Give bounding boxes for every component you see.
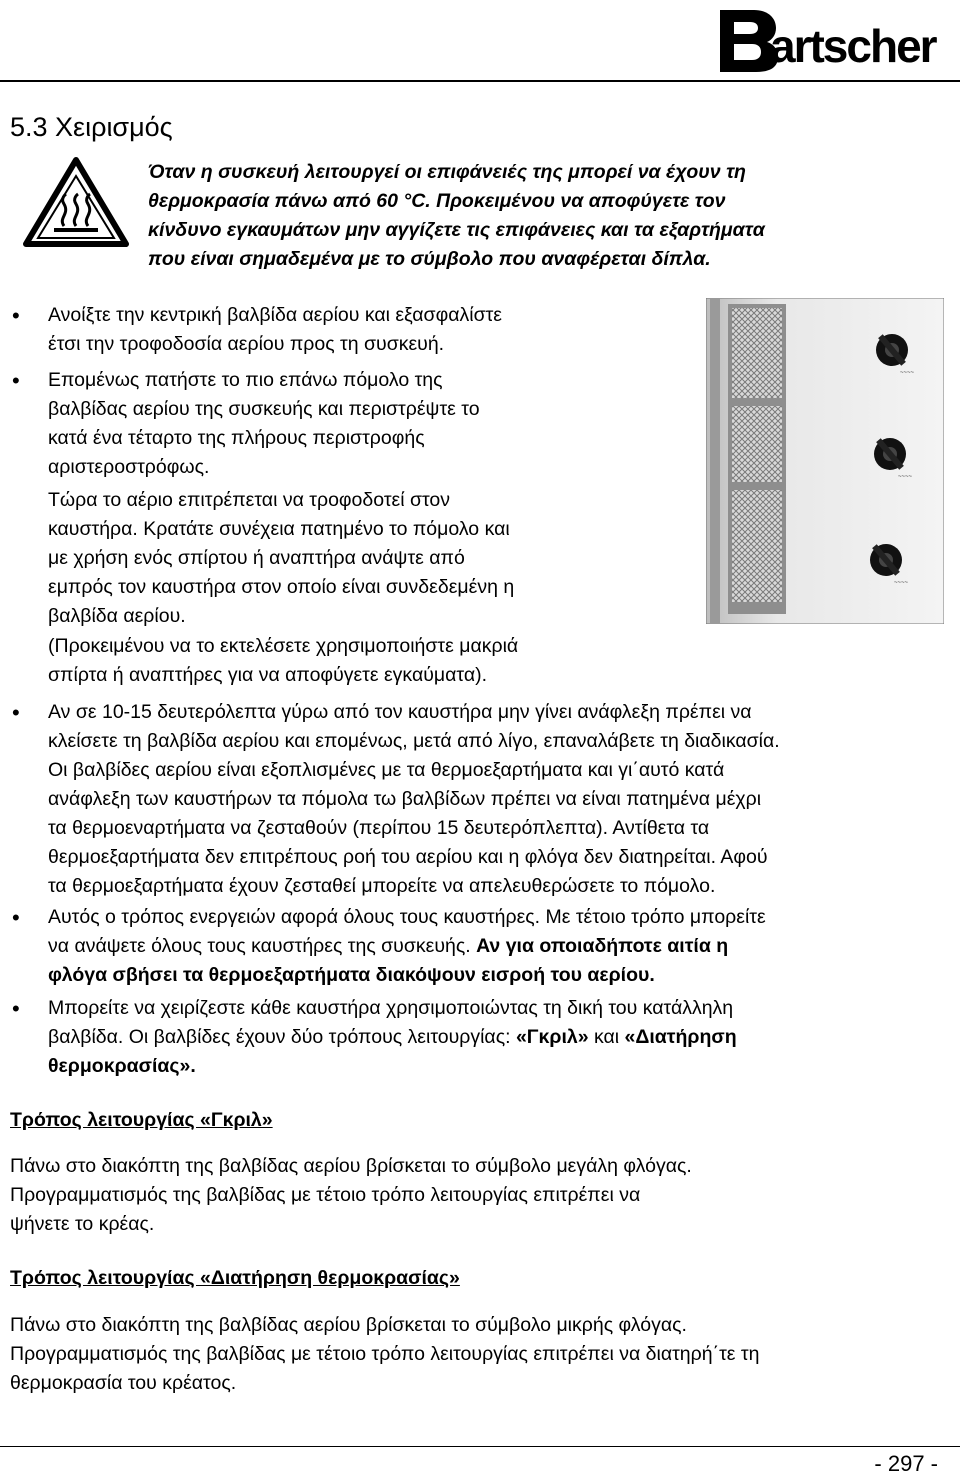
grill-mode-title-text: Τρόπος λειτουργίας «Γκριλ» bbox=[10, 1109, 273, 1131]
text-line bbox=[48, 1052, 953, 1081]
footer-rule bbox=[0, 1446, 960, 1447]
bullet-marker: • bbox=[12, 700, 20, 725]
bullet-marker: • bbox=[12, 303, 20, 328]
step-press-knob bbox=[48, 366, 698, 482]
text-line: κλείσετε τη βαλβίδα αερίου και επομένως, μετά από λίγο, επαναλάβετε τη διαδικασία. bbox=[48, 730, 780, 752]
svg-text:~~~~: ~~~~ bbox=[898, 474, 913, 480]
logo-text: artscher bbox=[770, 20, 936, 72]
bold-text: φλόγα σβήσει τα θερμοεξαρτήματα διακόψουν εισροή του αερίου. bbox=[48, 964, 655, 986]
text-line: με χρήση ενός σπίρτου ή αναπτήρα ανάψτε από bbox=[48, 547, 465, 569]
warning-line: κίνδυνο εγκαυμάτων μην αγγίζετε τις επιφάνειες και τα εξαρτήματα bbox=[148, 219, 765, 241]
bold-text: θερμοκρασίας». bbox=[48, 1055, 196, 1077]
text-line: Αν σε 10-15 δευτερόλεπτα γύρω από τον καυστήρα μην γίνει ανάφλεξη πρέπει να bbox=[48, 701, 752, 723]
grill-mode-text bbox=[10, 1152, 950, 1239]
text-line: τα θερμοεναρτήματα να ζεσταθούν (περίπου 15 δευτερόπλεπτα). Αντίθετα τα bbox=[48, 817, 710, 839]
text-line: (Προκειμένου να το εκτελέσετε χρησιμοποιήστε μακριά bbox=[48, 635, 519, 657]
hot-surface-warning-icon bbox=[22, 156, 130, 248]
step-ignite bbox=[48, 486, 698, 631]
text-line: θερμοκρασία του κρέατος. bbox=[10, 1372, 237, 1394]
text-line: βαλβίδας αερίου της συσκευής και περιστρέψτε το bbox=[48, 398, 480, 420]
text-line: Προγραμματισμός της βαλβίδας με τέτοιο τρόπο λειτουργίας επιτρέπει να διατηρή΄τε τη bbox=[10, 1343, 760, 1365]
warning-line: Όταν η συσκευή λειτουργεί οι επιφάνειές της μπορεί να έχουν τη bbox=[148, 161, 746, 183]
text-line bbox=[48, 1023, 953, 1052]
text-line: Προγραμματισμός της βαλβίδας με τέτοιο τρόπο λειτουργίας επιτρέπει να bbox=[10, 1184, 641, 1206]
text-line: Τώρα το αέριο επιτρέπεται να τροφοδοτεί στον bbox=[48, 489, 451, 511]
text-line: βαλβίδα αερίου. bbox=[48, 605, 186, 627]
step-valve-modes bbox=[48, 994, 953, 1081]
text-line: ανάφλεξη των καυστήρων τα πόμολα τω βαλβίδων πρέπει να είναι πατημένα μέχρι bbox=[48, 788, 762, 810]
svg-text:~~~~: ~~~~ bbox=[894, 580, 909, 586]
text-line: σπίρτα ή αναπτήρες για να αποφύγετε εγκαύματα). bbox=[48, 664, 488, 686]
bartscher-logo bbox=[716, 4, 946, 72]
text-line: Ανοίξτε την κεντρική βαλβίδα αερίου και εξασφαλίστε bbox=[48, 304, 503, 326]
text-line: έτσι την τροφοδοσία αερίου προς τη συσκευή. bbox=[48, 333, 445, 355]
page-number: - 297 - bbox=[874, 1451, 938, 1476]
text-line: Μπορείτε να χειρίζεστε κάθε καυστήρα χρησιμοποιώντας τη δική του κατάλληλη bbox=[48, 997, 734, 1019]
bold-text: «Διατήρηση bbox=[624, 1026, 737, 1048]
step-retry-ignition bbox=[48, 698, 953, 901]
bold-text: Αν για οποιαδήποτε αιτία η bbox=[476, 935, 729, 957]
text-line: Αυτός ο τρόπος ενεργειών αφορά όλους τους καυστήρες. Με τέτοιο τρόπο μπορείτε bbox=[48, 906, 766, 928]
text-span: βαλβίδα. Οι βαλβίδες έχουν δύο τρόπους λειτουργίας: bbox=[48, 1026, 516, 1048]
bullet-marker: • bbox=[12, 996, 20, 1021]
bullet-marker: • bbox=[12, 368, 20, 393]
text-line: θερμοεξαρτήματα δεν επιτρέπους ροή του αερίου και η φλόγα δεν διατηρείται. Αφού bbox=[48, 846, 768, 868]
text-line: Οι βαλβίδες αερίου είναι εξοπλισμένες με τα θερμοεξαρτήματα και γι΄αυτό κατά bbox=[48, 759, 725, 781]
text-span: και bbox=[588, 1026, 625, 1048]
bold-text: «Γκριλ» bbox=[515, 1026, 589, 1048]
warning-line: θερμοκρασία πάνω από 60 °C. Προκειμένου να αποφύγετε τον bbox=[148, 190, 726, 212]
keep-warm-mode-text bbox=[10, 1311, 950, 1398]
keep-warm-mode-title bbox=[10, 1264, 460, 1293]
text-line: αριστεροστρόφως. bbox=[48, 456, 210, 478]
gas-valve-knobs-photo bbox=[706, 298, 944, 624]
keep-warm-mode-title-text: Τρόπος λειτουργίας «Διατήρηση θερμοκρασίας» bbox=[10, 1267, 460, 1289]
step-open-main-valve bbox=[48, 301, 688, 359]
text-line: τα θερμοεξαρτήματα έχουν ζεσταθεί μπορείτε να απελευθερώσετε το πόμολο. bbox=[48, 875, 716, 897]
step-safety-note bbox=[48, 632, 698, 690]
text-line: καυστήρα. Κρατάτε συνέχεια πατημένο το πόμολο και bbox=[48, 518, 510, 540]
step-all-burners bbox=[48, 903, 953, 990]
section-heading: 5.3 Χειρισμός bbox=[10, 112, 173, 142]
text-line bbox=[48, 932, 953, 961]
text-line: κατά ένα τέταρτο της πλήρους περιστροφής bbox=[48, 427, 425, 449]
text-line: Επομένως πατήστε το πιο επάνω πόμολο της bbox=[48, 369, 443, 391]
svg-text:~~~~: ~~~~ bbox=[900, 370, 915, 376]
header-rule bbox=[0, 80, 960, 82]
bullet-marker: • bbox=[12, 905, 20, 930]
grill-mode-title bbox=[10, 1106, 273, 1135]
warning-line: που είναι σημαδεμένα με το σύμβολο που αναφέρεται δίπλα. bbox=[148, 248, 711, 270]
text-line: Πάνω στο διακόπτη της βαλβίδας αερίου βρίσκεται το σύμβολο μικρής φλόγας. bbox=[10, 1314, 687, 1336]
text-line: ψήνετε το κρέας. bbox=[10, 1213, 155, 1235]
text-line: Πάνω στο διακόπτη της βαλβίδας αερίου βρίσκεται το σύμβολο μεγάλη φλόγας. bbox=[10, 1155, 692, 1177]
text-line bbox=[48, 961, 953, 990]
text-span: να ανάψετε όλους τους καυστήρες της συσκευής. bbox=[48, 935, 477, 957]
text-line: εμπρός τον καυστήρα στον οποίο είναι συνδεδεμένη η bbox=[48, 576, 515, 598]
warning-text bbox=[148, 158, 938, 274]
